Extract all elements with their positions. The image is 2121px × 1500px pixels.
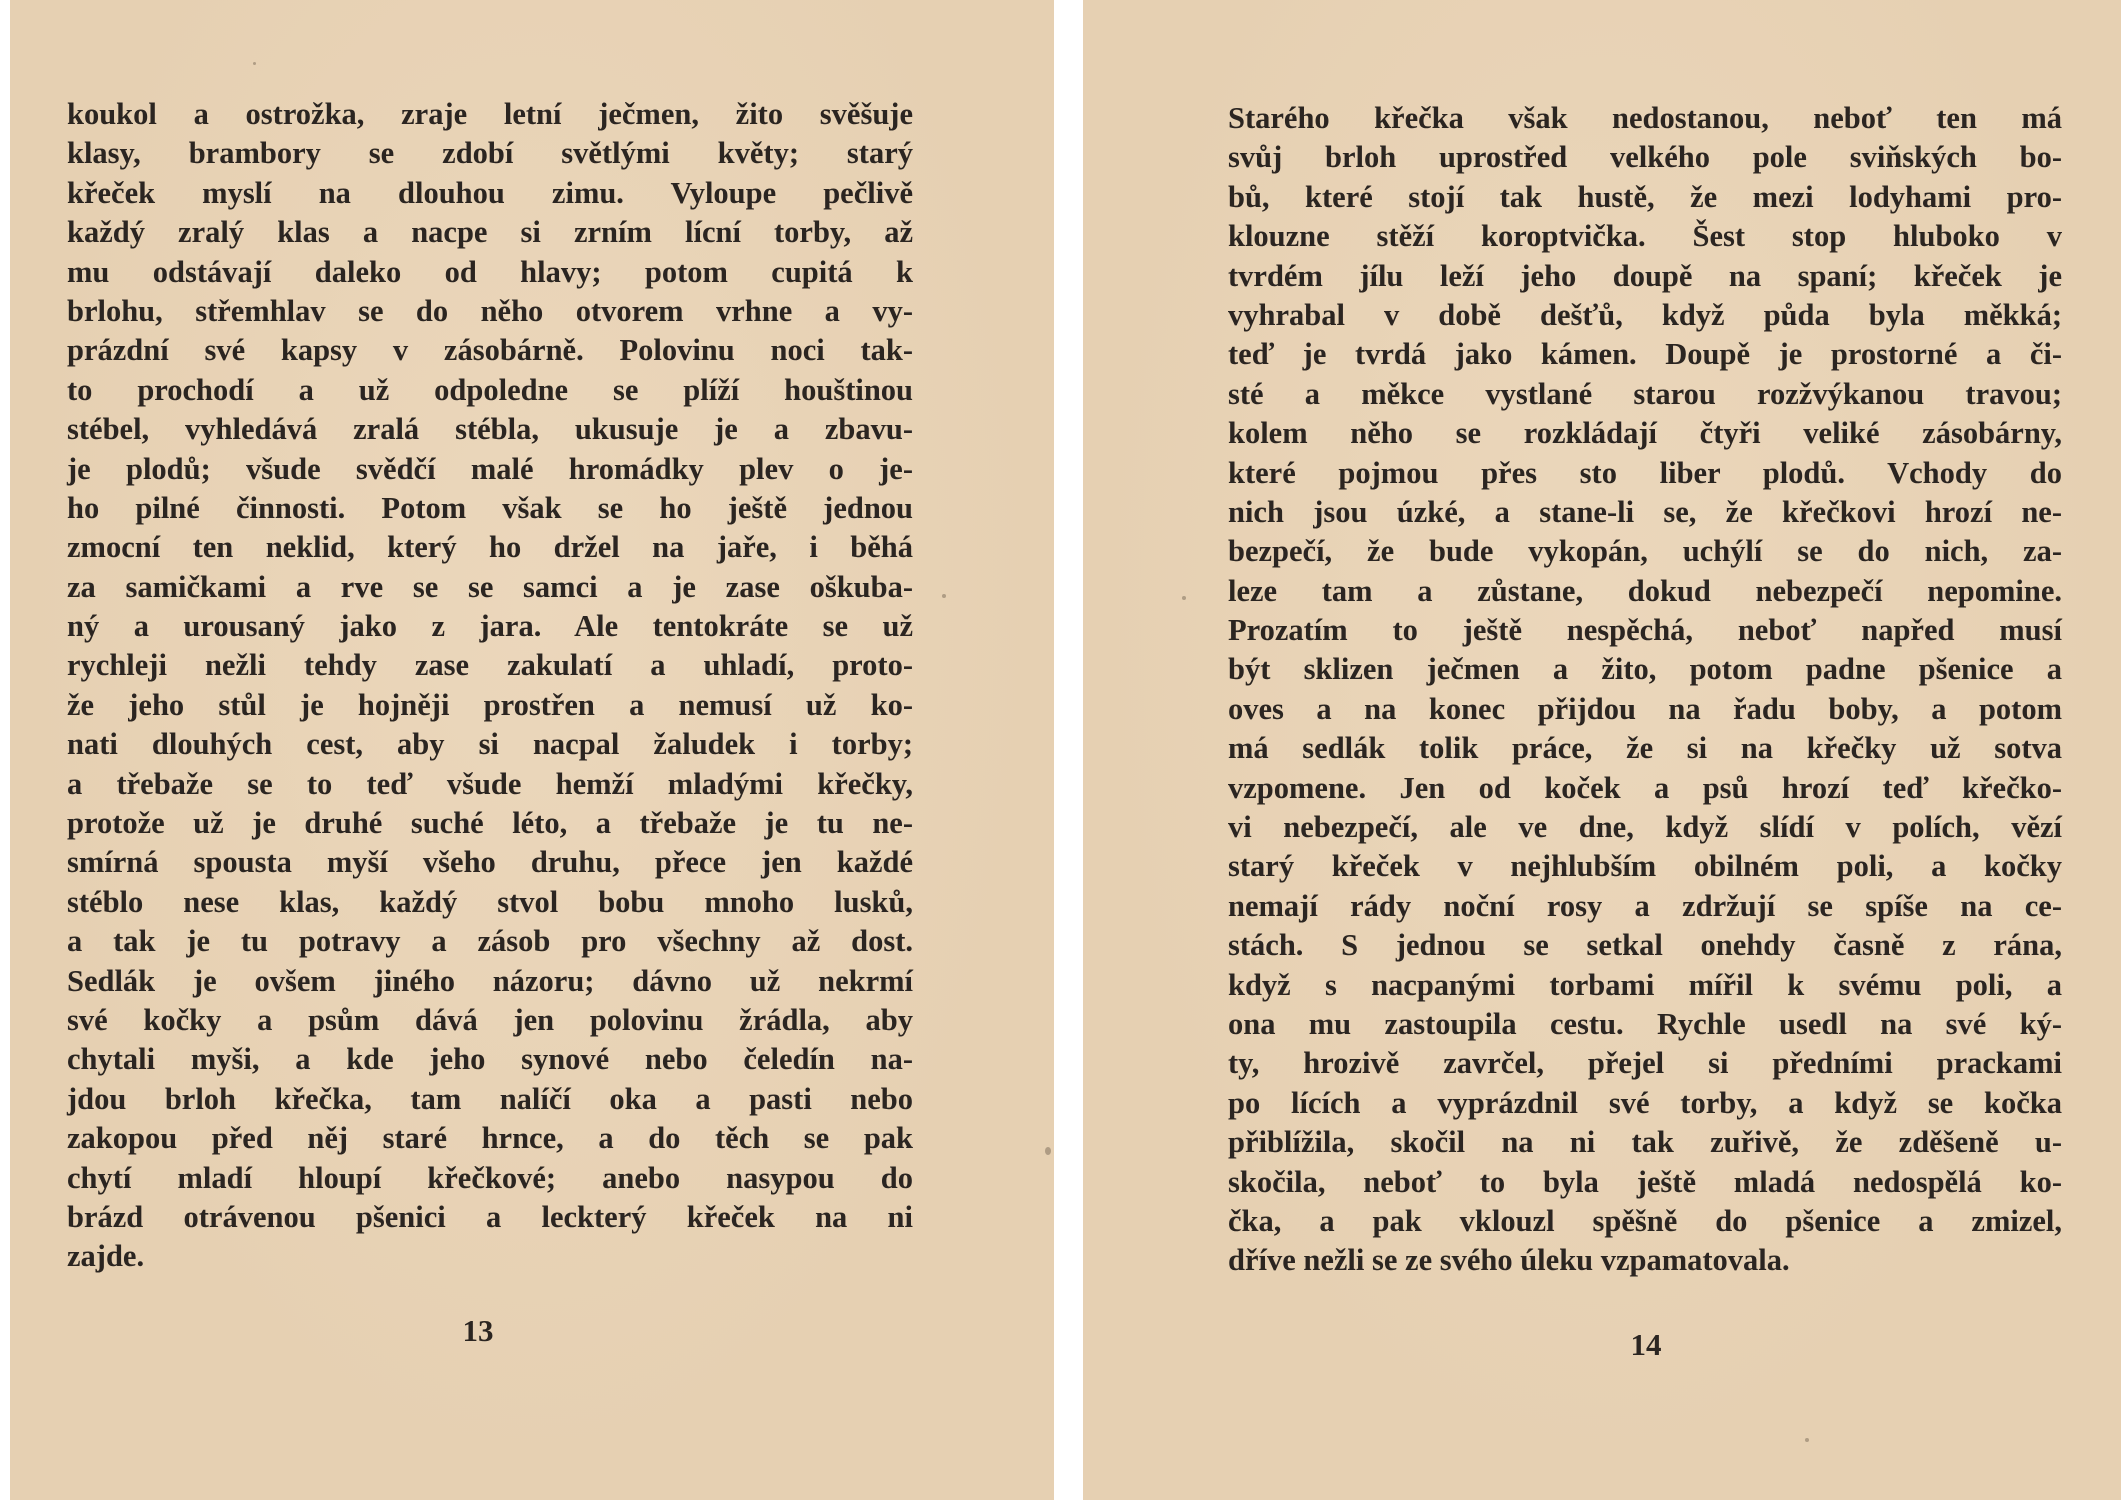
text-line: mu odstávají daleko od hlavy; potom cupitá k (67, 254, 913, 289)
text-line: protože už je druhé suché léto, a třebaže je tu ne- (67, 806, 913, 841)
text-line: čka, a pak vklouzl spěšně do pšenice a zmizel, (1228, 1203, 2062, 1238)
text-line: po lících a vyprázdnil své torby, a když se kočka (1228, 1085, 2062, 1120)
text-line: křeček myslí na dlouhou zimu. Vyloupe pečlivě (67, 175, 913, 210)
text-line: když s nacpanými torbami mířil k svému poli, a (1228, 967, 2062, 1002)
text-line: oves a na konec přijdou na řadu boby, a potom (1228, 691, 2062, 726)
text-line: vi nebezpečí, ale ve dne, když slídí v polích, vězí (1228, 810, 2062, 845)
text-line: nati dlouhých cest, aby si nacpal žaludek i torby; (67, 727, 913, 762)
text-line: stách. S jednou se setkal onehdy časně z rána, (1228, 928, 2062, 963)
text-line: starý křeček v nejhlubším obilném poli, a kočky (1228, 849, 2062, 884)
text-line: zmocní ten neklid, který ho držel na jaře, i běhá (67, 530, 913, 565)
text-line: a třebaže se to teď všude hemží mladými křečky, (67, 766, 913, 801)
left-page-number: 13 (462, 1313, 494, 1348)
text-line: Sedlák je ovšem jiného názoru; dávno už nekrmí (67, 963, 913, 998)
text-line: vyhrabal v době dešťů, když půda byla měkká; (1228, 297, 2062, 332)
text-line: chytí mladí hloupí křečkové; anebo nasypou do (67, 1160, 913, 1195)
text-line: klasy, brambory se zdobí světlými květy; starý (67, 136, 913, 171)
text-line: ho pilné činnosti. Potom však se ho ještě jednou (67, 490, 913, 525)
text-line: chytali myši, a kde jeho synové nebo čeledín na- (67, 1042, 913, 1077)
right-page-text (1228, 99, 2062, 1281)
text-line: vzpomene. Jen od koček a psů hrozí teď křečko- (1228, 770, 2062, 805)
text-line: jdou brloh křečka, tam nalíčí oka a pasti nebo (67, 1081, 913, 1116)
text-line: leze tam a zůstane, dokud nebezpečí nepomine. (1228, 573, 2062, 608)
text-line: které pojmou přes sto liber plodů. Vchody do (1228, 455, 2062, 490)
text-line: stéblo nese klas, každý stvol bobu mnoho lusků, (67, 884, 913, 919)
text-line: být sklizen ječmen a žito, potom padne pšenice a (1228, 652, 2062, 687)
text-line: a tak je tu potravy a zásob pro všechny až dost. (67, 924, 913, 959)
paper-speck (1045, 1147, 1051, 1155)
text-line: Starého křečka však nedostanou, neboť ten má (1228, 101, 2062, 135)
text-line: koukol a ostrožka, zraje letní ječmen, žito svěšuje (67, 97, 913, 131)
text-line: kolem něho se rozkládají čtyři veliké zásobárny, (1228, 416, 2062, 451)
text-line: teď je tvrdá jako kámen. Doupě je prostorné a či- (1228, 337, 2062, 372)
text-line: skočila, neboť to byla ještě mladá nedospělá ko- (1228, 1164, 2062, 1199)
right-page-number: 14 (1630, 1327, 1662, 1362)
text-line: nemají rády noční rosy a zdržují se spíše na ce- (1228, 888, 2062, 923)
text-line: ona mu zastoupila cestu. Rychle usedl na své ký- (1228, 1006, 2062, 1041)
text-line: zakopou před něj staré hrnce, a do těch se pak (67, 1121, 913, 1156)
text-line: ný a urousaný jako z jara. Ale tentokráte se už (67, 609, 913, 644)
right-page (1083, 0, 2121, 1500)
text-line: svůj brloh uprostřed velkého pole sviňských bo- (1228, 140, 2062, 175)
left-page (10, 0, 1054, 1500)
text-line: stébel, vyhledává zralá stébla, ukusuje je a zbavu- (67, 412, 913, 447)
text-line: rychleji nežli tehdy zase zakulatí a uhladí, proto- (67, 648, 913, 683)
text-line: Prozatím to ještě nespěchá, neboť napřed musí (1228, 613, 2062, 648)
text-line: smírná spousta myší všeho druhu, přece jen každé (67, 845, 913, 880)
text-line: každý zralý klas a nacpe si zrním lícní torby, až (67, 215, 913, 250)
paper-speck (1805, 1438, 1809, 1442)
text-line: klouzne stěží koroptvička. Šest stop hluboko v (1228, 219, 2062, 254)
left-page-text (67, 95, 913, 1277)
text-line: prázdní své kapsy v zásobárně. Polovinu noci tak- (67, 333, 913, 368)
text-line: ty, hrozivě zavrčel, přejel si předními prackami (1228, 1046, 2062, 1081)
text-line: to prochodí a už odpoledne se plíží houštinou (67, 372, 913, 407)
text-line: brázd otrávenou pšenici a leckterý křeček na ni (67, 1199, 913, 1234)
text-line: své kočky a psům dává jen polovinu žrádla, aby (67, 1002, 913, 1037)
paper-speck (942, 594, 946, 598)
text-line: nich jsou úzké, a stane-li se, že křečkovi hrozí ne- (1228, 494, 2062, 529)
paper-speck (1182, 596, 1186, 600)
text-line: tvrdém jílu leží jeho doupě na spaní; křeček je (1228, 258, 2062, 293)
text-line: zajde. (67, 1239, 145, 1274)
text-line: bů, které stojí tak hustě, že mezi lodyhami pro- (1228, 179, 2062, 214)
text-line: bezpečí, že bude vykopán, uchýlí se do nich, za- (1228, 534, 2062, 569)
text-line: sté a měkce vystlané starou rozžvýkanou travou; (1228, 376, 2062, 411)
text-line: je plodů; všude svědčí malé hromádky plev o je- (67, 451, 913, 486)
text-line: brlohu, střemhlav se do něho otvorem vrhne a vy- (67, 293, 913, 328)
paper-speck (253, 62, 256, 65)
text-line: že jeho stůl je hojněji prostřen a nemusí už ko- (67, 687, 913, 722)
text-line: má sedlák tolik práce, že si na křečky už sotva (1228, 731, 2062, 766)
text-line: za samičkami a rve se se samci a je zase oškuba- (67, 569, 913, 604)
text-line: dříve nežli se ze svého úleku vzpamatovala. (1228, 1243, 1790, 1278)
text-line: přiblížila, skočil na ni tak zuřivě, že zděšeně u- (1228, 1125, 2062, 1160)
